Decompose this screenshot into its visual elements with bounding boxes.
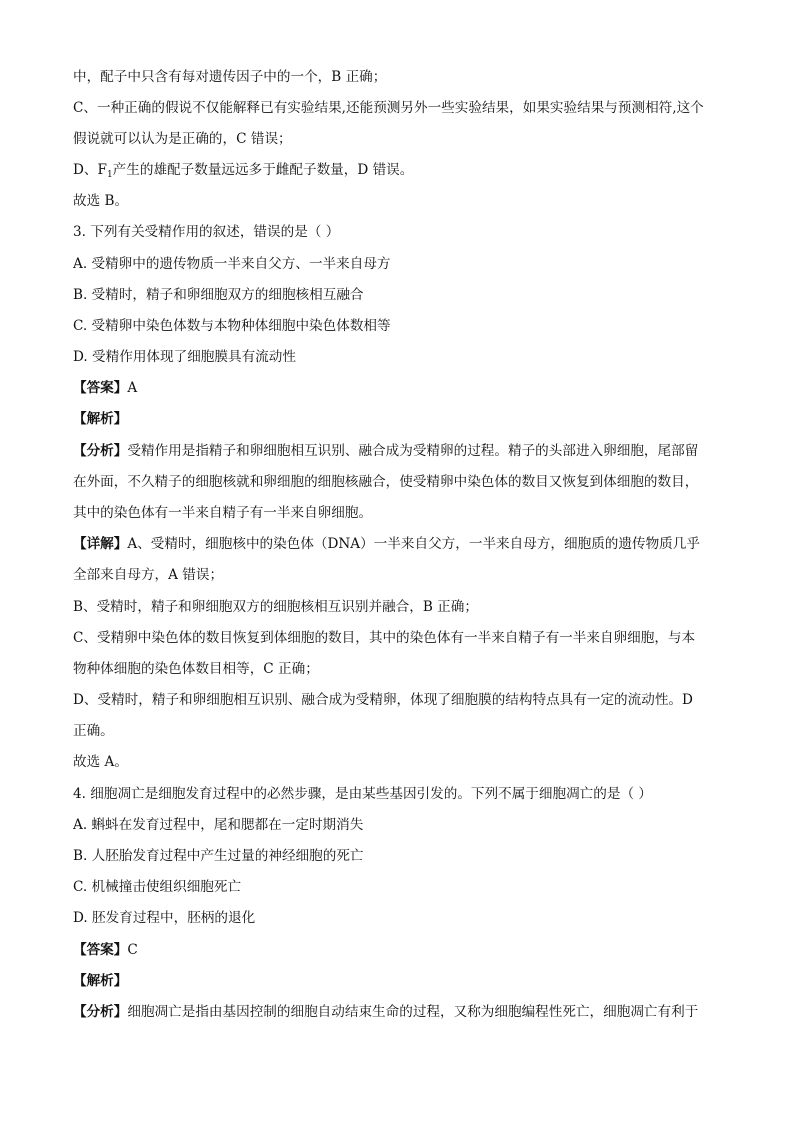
text-line: C、受精卵中染色体的数目恢复到体细胞的数目，其中的染色体有一半来自精子有一半来自卵细胞，与本	[73, 630, 696, 646]
analysis-tag: 【解析】	[73, 411, 128, 427]
detail-line	[73, 534, 723, 554]
text-line	[73, 160, 723, 180]
text-segment: 产生的雄配子数量远远多于雌配子数量，D 错误。	[112, 162, 414, 178]
option-line: D. 受精作用体现了细胞膜具有流动性	[73, 349, 296, 365]
answer-tag: 【答案】	[73, 942, 128, 958]
analysis-tag: 【解析】	[73, 973, 128, 989]
analysis-text: 细胞凋亡是指由基因控制的细胞自动结束生命的过程，又称为细胞编程性死亡，细胞凋亡有利于	[127, 1004, 699, 1020]
text-line: 其中的染色体有一半来自精子有一半来自卵细胞。	[73, 505, 373, 521]
analysis-tag: 【分析】	[73, 1004, 128, 1020]
text-line: 中，配子中只含有每对遗传因子中的一个，B 正确；	[73, 69, 387, 85]
answer-value: A	[127, 380, 138, 396]
text-line: C、一种正确的假说不仅能解释已有实验结果,还能预测另外一些实验结果，如果实验结果与预测相符,这个	[73, 100, 704, 116]
question-stem: 4. 细胞凋亡是细胞发育过程中的必然步骤，是由某些基因引发的。下列不属于细胞凋亡的是（ ）	[73, 786, 652, 802]
analysis-line	[73, 441, 723, 461]
detail-text: A、受精时，细胞核中的染色体（DNA）一半来自父方，一半来自母方，细胞质的遗传物质几乎	[127, 536, 700, 552]
analysis-text: 受精作用是指精子和卵细胞相互识别、融合成为受精卵的过程。精子的头部进入卵细胞，尾部留	[127, 443, 699, 459]
answer-line	[73, 940, 723, 960]
detail-tag: 【详解】	[73, 536, 128, 552]
option-line: A. 受精卵中的遗传物质一半来自父方、一半来自母方	[73, 256, 391, 272]
text-line: 物种体细胞的染色体数目相等，C 正确；	[73, 661, 319, 677]
analysis-tag: 【分析】	[73, 443, 128, 459]
text-line: 假说就可以认为是正确的，C 错误；	[73, 131, 292, 147]
answer-value: C	[127, 942, 138, 958]
answer-tag: 【答案】	[73, 380, 128, 396]
text-line: 故选 A。	[73, 754, 128, 770]
analysis-heading	[73, 971, 723, 991]
option-line: B. 人胚胎发育过程中产生过量的神经细胞的死亡	[73, 848, 364, 864]
option-line: C. 机械撞击使组织细胞死亡	[73, 879, 242, 895]
text-line: 正确。	[73, 723, 114, 739]
text-line: B、受精时，精子和卵细胞双方的细胞核相互识别并融合，B 正确；	[73, 599, 478, 615]
text-line: 故选 B。	[73, 193, 129, 209]
analysis-line	[73, 1002, 723, 1022]
answer-line	[73, 378, 723, 398]
option-line: B. 受精时，精子和卵细胞双方的细胞核相互融合	[73, 287, 364, 303]
text-segment: D、F	[73, 162, 107, 178]
question-stem: 3. 下列有关受精作用的叙述，错误的是（ ）	[73, 224, 340, 240]
subscript: 1	[106, 170, 113, 180]
analysis-heading	[73, 409, 723, 429]
option-line: C. 受精卵中染色体数与本物种体细胞中染色体数相等	[73, 318, 391, 334]
option-line: D. 胚发育过程中，胚柄的退化	[73, 910, 256, 926]
option-line: A. 蝌蚪在发育过程中，尾和腮都在一定时期消失	[73, 817, 364, 833]
text-line: 全部来自母方，A 错误；	[73, 567, 224, 583]
text-line: D、受精时，精子和卵细胞相互识别、融合成为受精卵，体现了细胞膜的结构特点具有一定的流动性。D	[73, 692, 693, 708]
text-line: 在外面，不久精子的细胞核就和卵细胞的细胞核融合，使受精卵中染色体的数目又恢复到体细胞的数目，	[73, 474, 699, 490]
